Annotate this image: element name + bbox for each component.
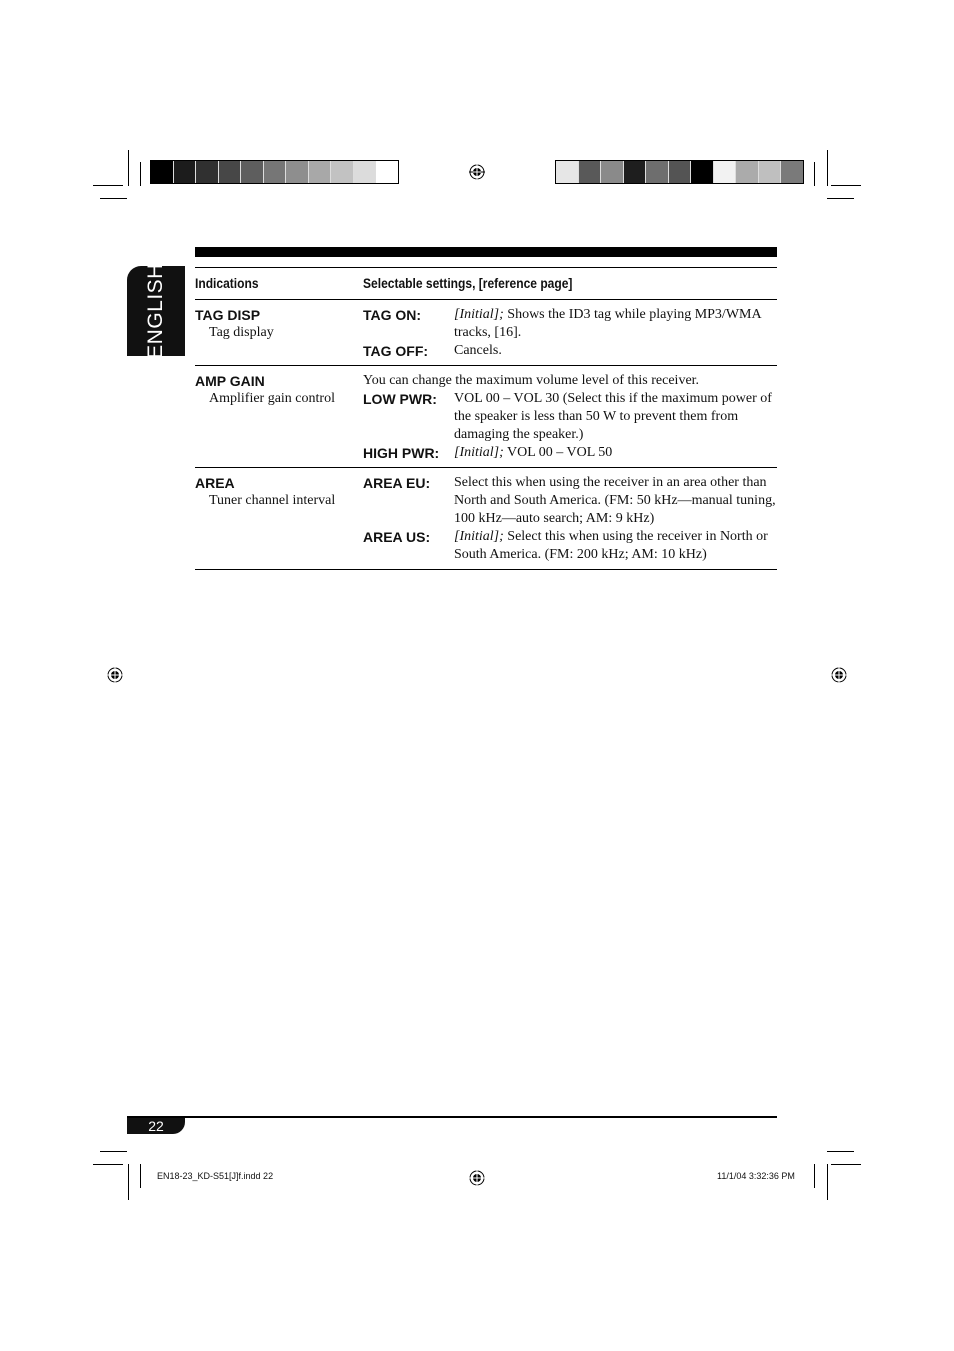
crop-mark	[814, 1164, 815, 1188]
crop-mark	[831, 185, 861, 186]
color-swatch	[174, 161, 197, 183]
crop-mark	[128, 150, 129, 186]
indication-name: AREA	[195, 475, 235, 491]
initial-marker: [Initial];	[454, 307, 504, 322]
setting-item	[363, 306, 777, 342]
indication-name: AMP GAIN	[195, 373, 265, 389]
color-swatch	[714, 161, 737, 183]
table-row	[195, 366, 777, 468]
crop-mark	[827, 198, 854, 199]
settings-table	[195, 267, 777, 570]
section-top-bar	[195, 247, 777, 257]
setting-text: Shows the ID3 tag while playing MP3/WMA tracks, [16].	[454, 307, 761, 340]
setting-item	[363, 528, 777, 564]
setting-text: Select this when using the receiver in North or South America. (FM: 200 kHz; AM: 10 kHz)	[454, 529, 768, 562]
color-swatch	[781, 161, 803, 183]
registration-mark-icon	[469, 1170, 485, 1186]
color-swatch	[196, 161, 219, 183]
indication-desc: Tuner channel interval	[209, 493, 336, 508]
color-swatch	[579, 161, 602, 183]
indication-name: TAG DISP	[195, 307, 261, 323]
color-swatch	[376, 161, 398, 183]
initial-marker: [Initial];	[454, 529, 504, 544]
registration-mark-icon	[831, 667, 847, 683]
setting-label: HIGH PWR:	[363, 445, 440, 461]
setting-item	[363, 342, 777, 360]
setting-label: TAG ON:	[363, 307, 422, 323]
setting-text: VOL 00 – VOL 50	[507, 445, 613, 460]
crop-mark	[100, 198, 127, 199]
crop-mark	[140, 1164, 141, 1188]
crop-mark	[128, 1164, 129, 1200]
bottom-rule	[127, 1116, 777, 1118]
setting-text: Cancels.	[454, 343, 502, 358]
color-swatch	[556, 161, 579, 183]
color-swatch	[736, 161, 759, 183]
setting-item	[363, 444, 777, 462]
color-swatch	[309, 161, 332, 183]
setting-label: LOW PWR:	[363, 391, 437, 407]
setting-item	[363, 390, 777, 444]
color-swatch	[691, 161, 714, 183]
color-swatch	[669, 161, 692, 183]
crop-mark	[100, 1151, 127, 1152]
table-row	[195, 468, 777, 570]
setting-label: AREA US:	[363, 529, 431, 545]
color-swatch	[646, 161, 669, 183]
page-number: 22	[148, 1118, 164, 1134]
crop-mark	[827, 150, 828, 186]
setting-text: VOL 00 – VOL 30 (Select this if the maximum power of the speaker is less than 50 W to prevent them from damaging the speaker.)	[454, 391, 772, 442]
color-swatch	[264, 161, 287, 183]
initial-marker: [Initial];	[454, 445, 504, 460]
registration-mark-icon	[469, 164, 485, 180]
color-swatch	[151, 161, 174, 183]
color-swatch	[759, 161, 782, 183]
crop-mark	[93, 185, 123, 186]
crop-mark	[140, 162, 141, 186]
color-swatch	[601, 161, 624, 183]
setting-intro: You can change the maximum volume level of this receiver.	[363, 373, 700, 388]
color-bar-right	[555, 160, 804, 184]
indication-desc: Tag display	[209, 325, 274, 340]
color-swatch	[354, 161, 377, 183]
crop-mark	[827, 1164, 828, 1200]
header-indications: Indications	[195, 268, 339, 300]
header-settings: Selectable settings, [reference page]	[363, 268, 719, 300]
crop-mark	[827, 1151, 854, 1152]
setting-label: AREA EU:	[363, 475, 431, 491]
crop-mark	[831, 1164, 861, 1165]
footer-date: 11/1/04 3:32:36 PM	[717, 1171, 795, 1181]
color-bar-left	[150, 160, 399, 184]
color-swatch	[624, 161, 647, 183]
setting-text: Select this when using the receiver in an area other than North and South America. (FM: 50 kHz—manual tuning, 100 kHz—auto search; AM: 9 kHz)	[454, 475, 776, 526]
footer-file: EN18-23_KD-S51[J]f.indd 22	[157, 1171, 274, 1181]
language-tab-label: ENGLISH	[144, 263, 168, 359]
registration-mark-icon	[107, 667, 123, 683]
color-swatch	[219, 161, 242, 183]
setting-item	[363, 474, 777, 528]
indication-desc: Amplifier gain control	[209, 391, 335, 406]
crop-mark	[814, 162, 815, 186]
color-swatch	[286, 161, 309, 183]
setting-label: TAG OFF:	[363, 343, 429, 359]
color-swatch	[331, 161, 354, 183]
crop-mark	[93, 1164, 123, 1165]
table-row	[195, 300, 777, 366]
color-swatch	[241, 161, 264, 183]
